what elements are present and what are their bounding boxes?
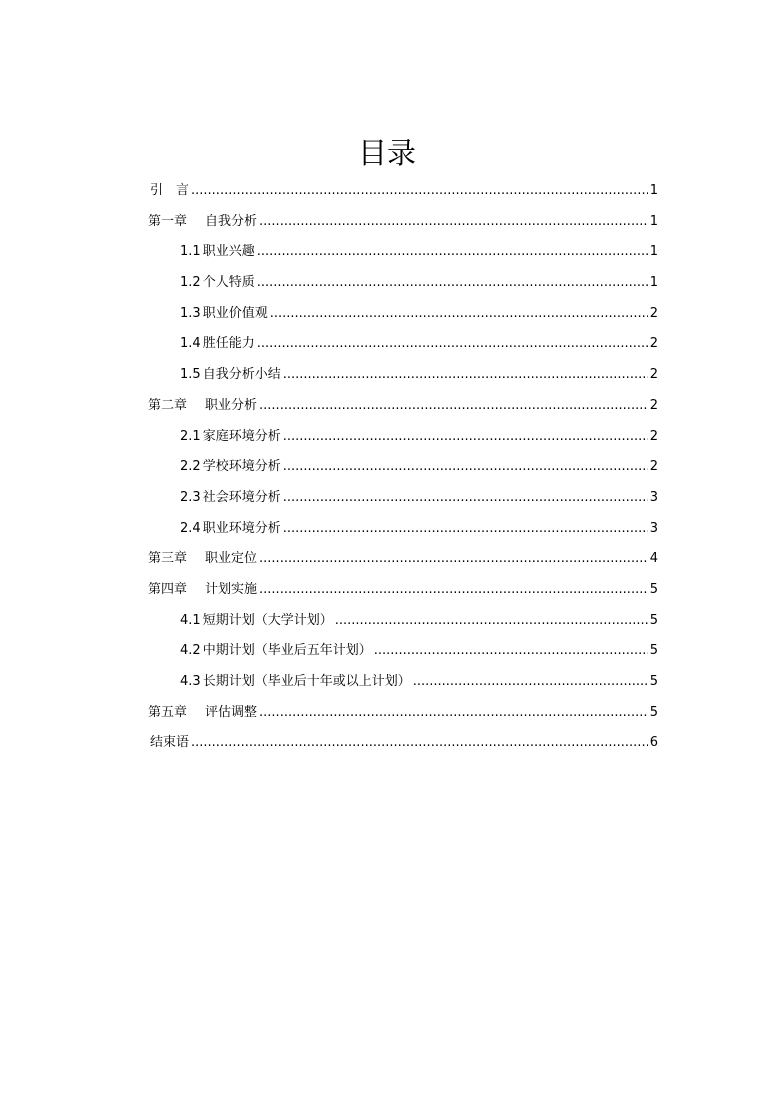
toc-entry-label: 胜任能力 <box>202 336 255 352</box>
toc-entry-label: 评估调整 <box>205 704 258 720</box>
toc-entry-page: 1 <box>649 213 658 229</box>
toc-entry[interactable] <box>148 391 658 422</box>
toc-entry-label: 结束语 <box>150 735 190 751</box>
toc-subentry[interactable] <box>148 606 658 637</box>
dot-leader <box>283 422 648 453</box>
toc-entry-label: 中期计划（毕业后五年计划） <box>202 643 372 659</box>
toc-entry-number: 第三章 <box>148 551 188 567</box>
dot-leader <box>257 237 648 268</box>
toc-entry-page: 2 <box>649 336 658 352</box>
dot-leader <box>259 544 648 575</box>
dot-leader <box>283 360 648 391</box>
toc-entry-number: 第一章 <box>148 213 188 229</box>
dot-leader <box>335 606 648 637</box>
toc-entry[interactable] <box>148 207 658 238</box>
toc-entry-label: 职业环境分析 <box>202 520 281 536</box>
toc-entry-page: 5 <box>649 643 658 659</box>
toc-entry-label: 家庭环境分析 <box>202 428 281 444</box>
dot-leader <box>259 207 648 238</box>
toc-subentry[interactable] <box>148 237 658 268</box>
toc-entry-number: 2.2 <box>180 459 201 475</box>
toc-subentry[interactable] <box>148 667 658 698</box>
dot-leader <box>283 514 648 545</box>
toc-entry-label: 职业价值观 <box>202 305 268 321</box>
toc-entry-label: 学校环境分析 <box>202 459 281 475</box>
toc-entry-label: 长期计划（毕业后十年或以上计划） <box>202 674 411 689</box>
dot-leader <box>259 698 648 729</box>
toc-entry-page: 6 <box>649 735 658 751</box>
toc-entry-page: 1 <box>649 275 658 291</box>
toc-entry[interactable] <box>148 728 658 759</box>
toc-entry-page: 2 <box>649 305 658 321</box>
toc-subentry[interactable] <box>148 636 658 667</box>
dot-leader <box>270 299 648 330</box>
toc-entry-number: 2.1 <box>180 428 201 444</box>
toc-subentry[interactable] <box>148 422 658 453</box>
toc-entry[interactable] <box>148 575 658 606</box>
toc-entry-number: 4.3 <box>180 674 201 689</box>
toc-entry-label: 职业兴趣 <box>202 244 255 260</box>
dot-leader <box>283 452 648 483</box>
toc-entry-label: 个人特质 <box>202 275 255 291</box>
toc-entry-number: 2.4 <box>180 520 201 536</box>
toc-entry[interactable] <box>148 544 658 575</box>
toc-entry-page: 5 <box>649 581 658 597</box>
toc-subentry[interactable] <box>148 514 658 545</box>
toc-entry-label: 自我分析 <box>205 213 258 229</box>
toc-entry-label: 社会环境分析 <box>202 489 281 505</box>
toc-entry-label: 引 言 <box>150 183 190 198</box>
toc-entry-label: 职业定位 <box>205 551 258 567</box>
toc-entry-number: 2.3 <box>180 489 201 505</box>
dot-leader <box>259 575 648 606</box>
toc-entry-number: 1.4 <box>180 336 201 352</box>
dot-leader <box>191 176 648 207</box>
toc-entry-page: 3 <box>649 489 658 505</box>
dot-leader <box>257 268 648 299</box>
toc-entry-number: 4.2 <box>180 643 201 659</box>
toc-entry-page: 5 <box>649 704 658 720</box>
toc-title: 目录 <box>357 136 416 170</box>
toc-subentry[interactable] <box>148 329 658 360</box>
toc-entry-page: 1 <box>649 183 658 198</box>
toc-entry-page: 4 <box>649 551 658 567</box>
toc-entry-page: 2 <box>649 428 658 444</box>
dot-leader <box>259 391 648 422</box>
toc-entry-label: 职业分析 <box>205 397 258 413</box>
table-of-contents <box>148 176 658 759</box>
toc-entry-number: 第四章 <box>148 581 188 597</box>
toc-entry-page: 1 <box>649 244 658 260</box>
toc-entry-number: 第五章 <box>148 704 188 720</box>
toc-entry-page: 5 <box>649 674 658 689</box>
toc-entry-number: 1.1 <box>180 244 201 260</box>
toc-entry[interactable] <box>148 176 658 207</box>
dot-leader <box>283 483 648 514</box>
toc-entry-page: 2 <box>649 459 658 475</box>
toc-entry-page: 5 <box>649 612 658 628</box>
toc-entry-label: 计划实施 <box>205 581 258 597</box>
dot-leader <box>191 728 648 759</box>
toc-entry-page: 3 <box>649 520 658 536</box>
toc-subentry[interactable] <box>148 268 658 299</box>
dot-leader <box>257 329 648 360</box>
toc-subentry[interactable] <box>148 452 658 483</box>
toc-entry[interactable] <box>148 698 658 729</box>
toc-entry-number: 1.3 <box>180 305 201 321</box>
dot-leader <box>413 667 648 698</box>
toc-entry-number: 1.2 <box>180 275 201 291</box>
toc-entry-label: 短期计划（大学计划） <box>202 612 333 628</box>
toc-entry-page: 2 <box>649 397 658 413</box>
toc-subentry[interactable] <box>148 483 658 514</box>
toc-entry-number: 1.5 <box>180 367 201 383</box>
toc-entry-number: 4.1 <box>180 612 201 628</box>
toc-entry-page: 2 <box>649 367 658 383</box>
toc-entry-number: 第二章 <box>148 397 188 413</box>
dot-leader <box>374 636 648 667</box>
toc-subentry[interactable] <box>148 360 658 391</box>
toc-subentry[interactable] <box>148 299 658 330</box>
toc-entry-label: 自我分析小结 <box>202 367 281 383</box>
